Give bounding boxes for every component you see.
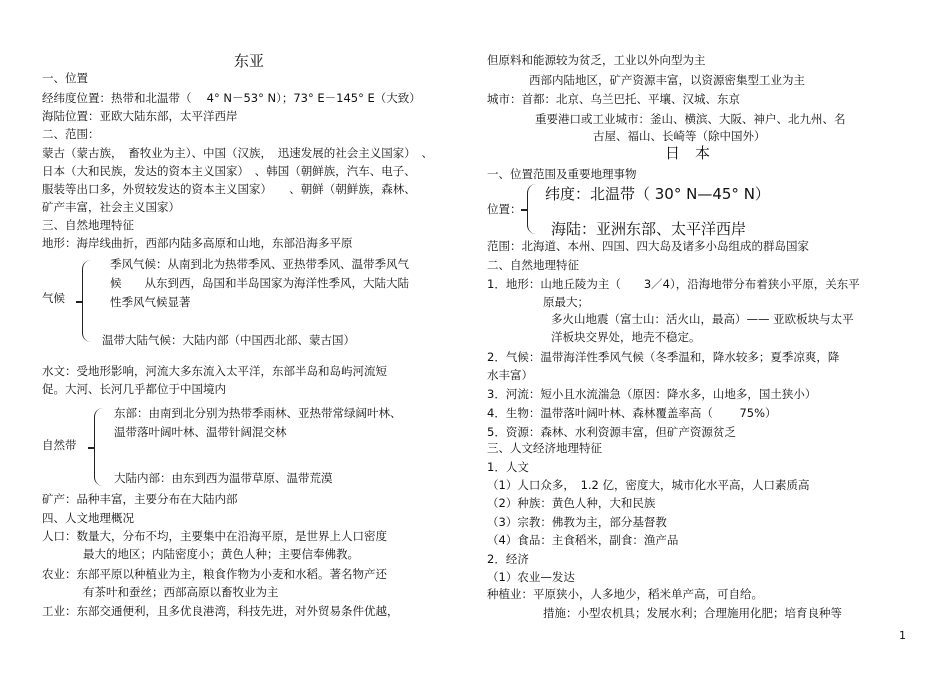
text-line: 日本（大和民族，发达的资本主义国家） 、韩国（朝鲜族，汽车、电子、	[42, 164, 416, 178]
text-line: 4．生物：温带落叶阔叶林、森林覆盖率高（ 75%）	[487, 406, 777, 420]
text-line: 古屋、福山、长崎等（除中国外）	[593, 129, 766, 143]
heading-range: 二、范围：	[42, 127, 100, 141]
veg-label: 自然带	[42, 438, 77, 452]
text-line: 多火山地震（富士山：活火山，最高）—— 亚欧板块与太平	[551, 312, 854, 326]
text-line: 经纬度位置：热带和北温带（ 4° N－53° N）；73° E－145° E（大致）	[42, 91, 421, 105]
text-line: 海陆位置：亚欧大陆东部，太平洋西岸	[42, 109, 238, 123]
text-line: （4）食品：主食稻米，副食：渔产品	[487, 533, 679, 547]
text-line: 2．经济	[487, 552, 529, 566]
text-line: 纬度：北温带（ 30° N—45° N）	[545, 185, 770, 203]
text-line: 重要港口或工业城市：釜山、横滨、大阪、神户、北九州、名	[535, 112, 846, 126]
text-line: 促。大河、长河几乎都位于中国境内	[42, 382, 226, 396]
text-line: 东部：由南到北分别为热带季雨林、亚热带常绿阔叶林、	[114, 406, 402, 420]
heading-location: 一、位置	[42, 71, 88, 85]
text-line: 5．资源：森林、水利资源丰富，但矿产资源贫乏	[487, 425, 736, 439]
text-line: 服装等出口多，外贸较发达的资本主义国家） 、朝鲜（朝鲜族，森林、	[42, 182, 416, 196]
text-line: 海陆：亚洲东部、太平洋西岸	[551, 220, 747, 238]
text-line: （1）人口众多， 1.2 亿，密度大，城市化水平高，人口素质高	[487, 478, 810, 492]
text-line: 人口：数量大，分布不均，主要集中在沿海平原，是世界上人口密度	[42, 529, 387, 543]
text-line: 1．人文	[487, 460, 529, 474]
section-title-east-asia: 东亚	[234, 52, 265, 70]
text-line: （1）农业—发达	[487, 570, 575, 584]
text-line: 矿产：品种丰富，主要分布在大陆内部	[42, 492, 238, 506]
text-line: 种植业：平原狭小，人多地少，稻米单产高，可自给。	[487, 587, 763, 601]
text-line: 洋板块交界处，地壳不稳定。	[551, 330, 701, 344]
section-title-japan: 日 本	[665, 144, 711, 162]
text-line: 季风气候：从南到北为热带季风、亚热带季风、温带季风气	[110, 257, 409, 271]
text-line: 大陆内部：由东到西为温带草原、温带荒漠	[114, 471, 333, 485]
brace-icon	[94, 408, 103, 486]
heading-position: 一、位置范围及重要地理事物	[487, 167, 637, 181]
text-line: 工业：东部交通便利，且多优良港湾，科技先进，对外贸易条件优越，	[42, 604, 399, 618]
heading-physical: 三、自然地理特征	[42, 218, 134, 232]
text-line: 范围：北海道、本州、四国、四大岛及诸多小岛组成的群岛国家	[487, 239, 809, 253]
page-number: 1	[899, 629, 906, 642]
position-label: 位置：	[487, 202, 522, 216]
brace-icon	[82, 260, 91, 342]
heading-human: 四、人文地理概况	[42, 511, 134, 525]
text-line: 农业：东部平原以种植业为主，粮食作物为小麦和水稻。著名物产还	[42, 567, 387, 581]
climate-label: 气候	[42, 291, 65, 305]
text-line: 水文：受地形影响，河流大多东流入太平洋，东部半岛和岛屿河流短	[42, 364, 387, 378]
text-line: 温带大陆气候：大陆内部（中国西北部、蒙古国）	[102, 333, 355, 347]
text-line: 城市：首都：北京、乌兰巴托、平壤、汉城、东京	[487, 92, 740, 106]
text-line: 性季风气候显著	[110, 295, 191, 309]
text-line: 候 从东到西，岛国和半岛国家为海洋性季风，大陆大陆	[110, 276, 409, 290]
text-line: 原最大；	[543, 295, 589, 309]
text-line: 最大的地区；内陆密度小；黄色人种；主要信奉佛教。	[83, 547, 359, 561]
text-line: 1．地形：山地丘陵为主（ 3／4），沿海地带分布着狭小平原，关东平	[487, 277, 860, 291]
text-line: 温带落叶阔叶林、温带针阔混交林	[114, 425, 287, 439]
text-line: 水丰富）	[487, 368, 533, 382]
text-line: （3）宗教：佛教为主，部分基督教	[487, 515, 667, 529]
text-line: 矿产丰富，社会主义国家）	[42, 200, 180, 214]
text-line: 2．气候：温带海洋性季风气候（冬季温和，降水较多；夏季凉爽，降	[487, 350, 840, 364]
text-line: 3．河流：短小且水流湍急（原因：降水多，山地多，国土狭小）	[487, 387, 817, 401]
text-line: 西部内陆地区，矿产资源丰富，以资源密集型工业为主	[529, 73, 805, 87]
text-line: 地形：海岸线曲折，西部内陆多高原和山地，东部沿海多平原	[42, 236, 353, 250]
text-line: 蒙古（蒙古族， 畜牧业为主）、中国（汉族， 迅速发展的社会主义国家） 、	[42, 146, 433, 160]
text-line: （2）种族：黄色人种，大和民族	[487, 496, 656, 510]
text-line: 措施：小型农机具；发展水利；合理施用化肥；培育良种等	[543, 606, 842, 620]
heading-physical: 二、自然地理特征	[487, 258, 579, 272]
brace-icon	[527, 184, 536, 234]
text-line: 但原料和能源较为贫乏，工业以外向型为主	[487, 53, 706, 67]
heading-human: 三、人文经济地理特征	[487, 441, 602, 455]
text-line: 有茶叶和蚕丝；西部高原以畜牧业为主	[83, 585, 279, 599]
